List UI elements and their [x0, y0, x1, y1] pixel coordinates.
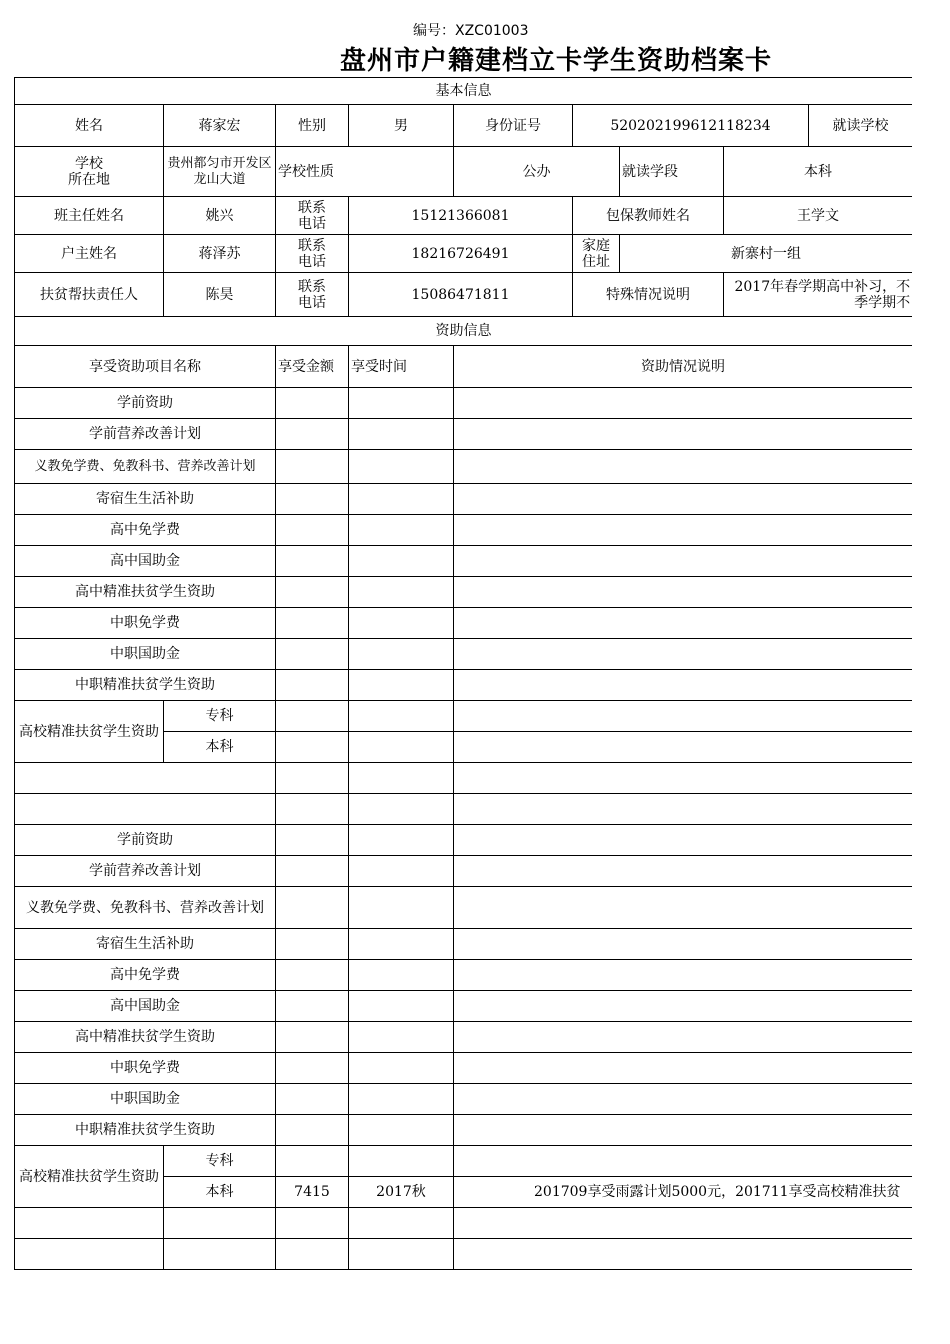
- aid-item-label: 高中国助金: [15, 546, 276, 577]
- amount-cell: [276, 960, 349, 991]
- time-cell: [349, 1115, 454, 1146]
- aid-item-label: 义教免学费、免教科书、营养改善计划: [15, 450, 276, 484]
- time-cell: [349, 670, 454, 701]
- time-cell: [349, 1084, 454, 1115]
- time-cell: [349, 608, 454, 639]
- blank-row-cell: [15, 1239, 164, 1270]
- note-cell: [454, 1022, 913, 1053]
- aid-item-label: 高中免学费: [15, 960, 276, 991]
- householder-value: 蒋泽苏: [164, 235, 276, 273]
- note-cell: [454, 1084, 913, 1115]
- aid-item-label: 中职免学费: [15, 608, 276, 639]
- amount-cell: [276, 1022, 349, 1053]
- name-label: 姓名: [15, 105, 164, 147]
- time-cell: [349, 546, 454, 577]
- page-title: 盘州市户籍建档立卡学生资助档案卡: [340, 46, 773, 76]
- aid-item-label: 学前营养改善计划: [15, 856, 276, 887]
- time-cell: [349, 1053, 454, 1084]
- aid-item-label: 中职精准扶贫学生资助: [15, 670, 276, 701]
- aid-item-label: 高中国助金: [15, 991, 276, 1022]
- address-label: 家庭 住址: [573, 235, 620, 273]
- benke-amount: 7415: [276, 1177, 349, 1208]
- note-cell: [454, 991, 913, 1022]
- amount-cell: [276, 825, 349, 856]
- benke-note: 201709享受雨露计划5000元，201711享受高校精准扶贫: [454, 1177, 913, 1208]
- aid-item-label: 高中精准扶贫学生资助: [15, 1022, 276, 1053]
- householder-phone-value: 18216726491: [349, 235, 573, 273]
- note-cell: [454, 484, 913, 515]
- note-cell: [454, 960, 913, 991]
- address-value: 新寨村一组: [620, 235, 913, 273]
- teacher-label: 班主任姓名: [15, 197, 164, 235]
- amount-cell: [276, 639, 349, 670]
- aid-item-label: 寄宿生生活补助: [15, 484, 276, 515]
- amount-cell: [276, 388, 349, 419]
- helper-phone-value: 15086471811: [349, 273, 573, 317]
- aid-group-1: [15, 388, 913, 701]
- archive-card-table: [14, 77, 913, 1270]
- teacher-phone-label: 联系 电话: [276, 197, 349, 235]
- note-cell: [454, 794, 913, 825]
- blank-row-cell: [164, 1239, 276, 1270]
- file-number: 编号：XZC01003: [413, 23, 529, 39]
- amount-cell: [276, 1208, 349, 1239]
- blank-row-cell: [15, 763, 276, 794]
- time-cell: [349, 484, 454, 515]
- guarantor-label: 包保教师姓名: [573, 197, 724, 235]
- amount-cell: [276, 701, 349, 732]
- blank-row-cell: [164, 1208, 276, 1239]
- stage-value: 本科: [724, 147, 913, 197]
- school-location-label: 学校 所在地: [15, 147, 164, 197]
- time-cell: [349, 1208, 454, 1239]
- aid-item-label: 学前资助: [15, 825, 276, 856]
- time-cell: [349, 763, 454, 794]
- time-cell: [349, 929, 454, 960]
- time-cell: [349, 515, 454, 546]
- amount-cell: [276, 515, 349, 546]
- school-location-value: 贵州都匀市开发区龙山大道: [164, 147, 276, 197]
- note-cell: [454, 701, 913, 732]
- note-cell: [454, 639, 913, 670]
- note-cell: [454, 577, 913, 608]
- note-cell: [454, 450, 913, 484]
- note-cell: [454, 732, 913, 763]
- amount-cell: [276, 732, 349, 763]
- amount-cell: [276, 546, 349, 577]
- time-cell: [349, 1239, 454, 1270]
- amount-cell: [276, 763, 349, 794]
- time-cell: [349, 388, 454, 419]
- time-cell: [349, 887, 454, 929]
- aid-item-label: 高中免学费: [15, 515, 276, 546]
- col-note-header: 资助情况说明: [454, 346, 913, 388]
- school-type-value: 公办: [454, 147, 620, 197]
- amount-cell: [276, 991, 349, 1022]
- time-cell: [349, 825, 454, 856]
- amount-cell: [276, 1053, 349, 1084]
- name-value: 蒋家宏: [164, 105, 276, 147]
- teacher-value: 姚兴: [164, 197, 276, 235]
- time-cell: [349, 991, 454, 1022]
- aid-group-2: [15, 825, 913, 1146]
- aid-item-label: 高中精准扶贫学生资助: [15, 577, 276, 608]
- amount-cell: [276, 419, 349, 450]
- aid-item-label: 中职精准扶贫学生资助: [15, 1115, 276, 1146]
- amount-cell: [276, 929, 349, 960]
- note-cell: [454, 1208, 913, 1239]
- amount-cell: [276, 1115, 349, 1146]
- note-cell: [454, 1239, 913, 1270]
- time-cell: [349, 419, 454, 450]
- note-cell: [454, 929, 913, 960]
- helper-label: 扶贫帮扶责任人: [15, 273, 164, 317]
- college-aid-label: 高校精准扶贫学生资助: [15, 701, 164, 763]
- teacher-phone-value: 15121366081: [349, 197, 573, 235]
- time-cell: [349, 1146, 454, 1177]
- time-cell: [349, 794, 454, 825]
- time-cell: [349, 639, 454, 670]
- time-cell: [349, 1022, 454, 1053]
- aid-item-label: 中职国助金: [15, 1084, 276, 1115]
- time-cell: [349, 732, 454, 763]
- id-value: 520202199612118234: [573, 105, 809, 147]
- note-cell: [454, 670, 913, 701]
- benke-label: 本科: [164, 732, 276, 763]
- aid-item-label: 寄宿生生活补助: [15, 929, 276, 960]
- gender-label: 性别: [276, 105, 349, 147]
- helper-value: 陈昊: [164, 273, 276, 317]
- amount-cell: [276, 856, 349, 887]
- amount-cell: [276, 608, 349, 639]
- amount-cell: [276, 887, 349, 929]
- blank-row-cell: [15, 1208, 164, 1239]
- aid-item-label: 义教免学费、免教科书、营养改善计划: [15, 887, 276, 929]
- zhuanke-label-2: 专科: [164, 1146, 276, 1177]
- time-cell: [349, 856, 454, 887]
- helper-phone-label: 联系 电话: [276, 273, 349, 317]
- householder-phone-label: 联系 电话: [276, 235, 349, 273]
- note-cell: [454, 546, 913, 577]
- note-cell: [454, 515, 913, 546]
- id-label: 身份证号: [454, 105, 573, 147]
- note-cell: [454, 1146, 913, 1177]
- note-cell: [454, 763, 913, 794]
- note-cell: [454, 887, 913, 929]
- basic-info-header: 基本信息: [15, 78, 913, 105]
- amount-cell: [276, 577, 349, 608]
- amount-cell: [276, 1239, 349, 1270]
- aid-info-header: 资助信息: [15, 317, 913, 346]
- time-cell: [349, 960, 454, 991]
- amount-cell: [276, 1146, 349, 1177]
- school-label: 就读学校: [809, 105, 913, 147]
- amount-cell: [276, 484, 349, 515]
- college-aid-label-2: 高校精准扶贫学生资助: [15, 1146, 164, 1208]
- stage-label: 就读学段: [620, 147, 724, 197]
- note-cell: [454, 1115, 913, 1146]
- time-cell: [349, 701, 454, 732]
- note-cell: [454, 856, 913, 887]
- note-cell: [454, 419, 913, 450]
- special-value: 2017年春学期高中补习，不 季学期不: [724, 273, 913, 317]
- special-label: 特殊情况说明: [573, 273, 724, 317]
- col-amount-header: 享受金额: [276, 346, 349, 388]
- blank-row-cell: [15, 794, 276, 825]
- col-time-header: 享受时间: [349, 346, 454, 388]
- amount-cell: [276, 670, 349, 701]
- aid-item-label: 学前营养改善计划: [15, 419, 276, 450]
- aid-item-label: 中职免学费: [15, 1053, 276, 1084]
- time-cell: [349, 577, 454, 608]
- note-cell: [454, 1053, 913, 1084]
- benke-time: 2017秋: [349, 1177, 454, 1208]
- benke-label-2: 本科: [164, 1177, 276, 1208]
- aid-item-label: 中职国助金: [15, 639, 276, 670]
- right-edge-mask: [912, 77, 950, 1277]
- householder-label: 户主姓名: [15, 235, 164, 273]
- amount-cell: [276, 794, 349, 825]
- gender-value: 男: [349, 105, 454, 147]
- col-item-header: 享受资助项目名称: [15, 346, 276, 388]
- amount-cell: [276, 1084, 349, 1115]
- zhuanke-label: 专科: [164, 701, 276, 732]
- time-cell: [349, 450, 454, 484]
- amount-cell: [276, 450, 349, 484]
- note-cell: [454, 608, 913, 639]
- school-type-label: 学校性质: [276, 147, 454, 197]
- note-cell: [454, 825, 913, 856]
- aid-item-label: 学前资助: [15, 388, 276, 419]
- guarantor-value: 王学文: [724, 197, 913, 235]
- note-cell: [454, 388, 913, 419]
